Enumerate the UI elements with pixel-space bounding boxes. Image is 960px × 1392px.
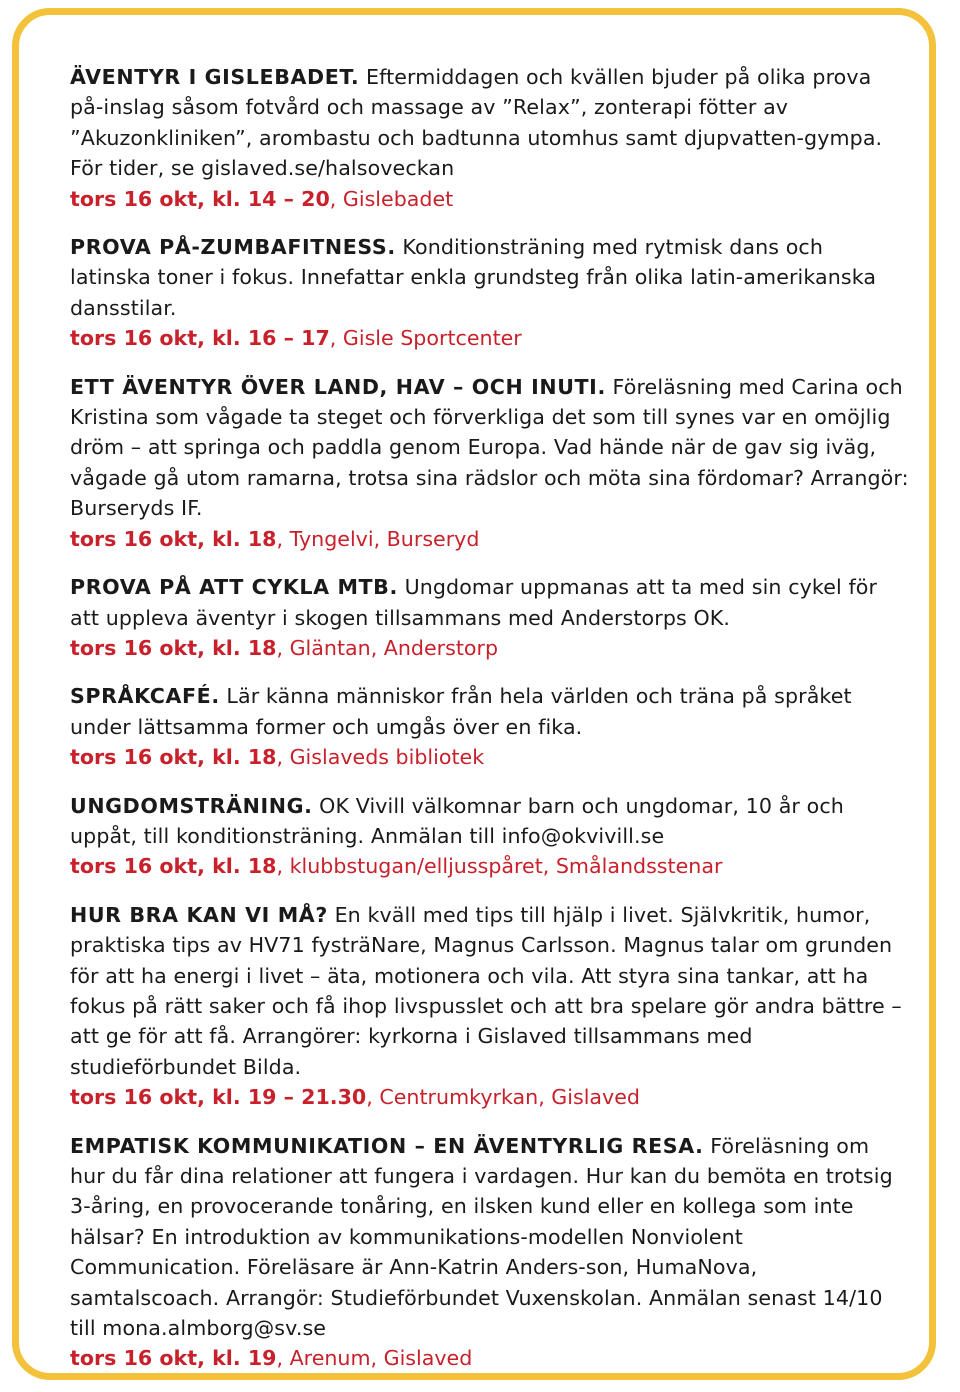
event-heading: UNGDOMSTRÄNING. xyxy=(70,793,313,818)
event-place: , Gläntan, Anderstorp xyxy=(276,635,499,660)
event-aventyr-gislebadet xyxy=(70,62,910,214)
event-description: Föreläsning med Carina och Kristina som vågade ta steget och förverkliga det som till synes var en omöjlig dröm – att springa och paddla genom Europa. Vad hände när de gav sig iväg, vågade gå utom ramarna, trotsa sina rädslor och möta sina fördomar? Arrangör: Burseryds IF. xyxy=(70,374,909,521)
event-date: tors 16 okt, kl. 18 xyxy=(70,526,277,551)
event-description: Föreläsning om hur du får dina relationer att fungera i vardagen. Hur kan du bemöta en trotsig 3-åring, en provocerande tonåring, en ilsken kund eller en kollega som inte hälsar? En introduktion av kommunikations-modellen Nonviolent Communication. Föreläsare är Ann-Katrin Anders-son, HumaNova, samtalscoach. Arrangör: Studieförbundet Vuxenskolan. Anmälan senast 14/10 till mona.almborg@sv.se xyxy=(70,1133,893,1341)
event-aventyr-land-hav xyxy=(70,372,910,554)
event-date: tors 16 okt, kl. 14 – 20 xyxy=(70,186,330,211)
event-date: tors 16 okt, kl. 19 xyxy=(70,1346,277,1371)
event-date: tors 16 okt, kl. 16 – 17 xyxy=(70,326,330,351)
event-date: tors 16 okt, kl. 18 xyxy=(70,745,277,770)
event-heading: EMPATISK KOMMUNIKATION – EN ÄVENTYRLIG RESA. xyxy=(70,1133,704,1158)
event-place: , Centrumkyrkan, Gislaved xyxy=(366,1085,640,1110)
event-description: OK Vivill välkomnar barn och ungdomar, 10 år och uppåt, till konditionsträning. Anmälan till info@okvivill.se xyxy=(70,793,844,848)
event-heading: HUR BRA KAN VI MÅ? xyxy=(70,902,328,927)
event-place: , Arenum, Gislaved xyxy=(276,1346,473,1371)
event-description: Ungdomar uppmanas att ta med sin cykel för att uppleva äventyr i skogen tillsammans med Anderstorps OK. xyxy=(70,575,878,630)
event-heading: SPRÅKCAFÉ. xyxy=(70,684,220,709)
event-sprakcafe xyxy=(70,681,910,772)
event-hur-bra-kan-vi-ma xyxy=(70,900,910,1113)
event-place: , Gisle Sportcenter xyxy=(329,326,522,351)
event-date: tors 16 okt, kl. 18 xyxy=(70,854,277,879)
event-list xyxy=(70,62,910,1392)
event-heading: ÄVENTYR I GISLEBADET. xyxy=(70,65,360,89)
event-date: tors 16 okt, kl. 19 – 21.30 xyxy=(70,1085,367,1110)
event-heading: PROVA PÅ-ZUMBAFITNESS. xyxy=(70,235,396,260)
event-place: , Gislebadet xyxy=(329,186,454,211)
event-zumbafitness xyxy=(70,232,910,354)
event-date: tors 16 okt, kl. 18 xyxy=(70,635,277,660)
event-heading: ETT ÄVENTYR ÖVER LAND, HAV – OCH INUTI. xyxy=(70,374,606,399)
event-description: Lär känna människor från hela världen och träna på språket under lättsamma former och umgås över en fika. xyxy=(70,684,852,739)
event-place: , Tyngelvi, Burseryd xyxy=(276,526,480,551)
event-heading: PROVA PÅ ATT CYKLA MTB. xyxy=(70,575,398,600)
event-description: Eftermiddagen och kvällen bjuder på olika prova på-inslag såsom fotvård och massage av ”Relax”, zonterapi fötter av ”Akuzonkliniken”, arombastu och badtunna utomhus samt djupvatten-gympa. För tider, se gislaved.se/halsoveckan xyxy=(70,65,883,181)
event-description: En kväll med tips till hjälp i livet. Självkritik, humor, praktiska tips av HV71 fysträNare, Magnus Carlsson. Magnus talar om grunden för att ha energi i livet – äta, motionera och vila. Att styra sina tankar, att ha fokus på rätt saker och få ihop livspusslet och att bra spelare gör andra bättre – att ge för att få. Arrangörer: kyrkorna i Gislaved tillsammans med studieförbundet Bilda. xyxy=(70,902,902,1079)
event-empatisk-kommunikation xyxy=(70,1131,910,1374)
event-place: , klubbstugan/elljusspåret, Smålandsstenar xyxy=(276,854,723,879)
event-place: , Gislaveds bibliotek xyxy=(276,745,485,770)
event-description: Konditionsträning med rytmisk dans och latinska toner i fokus. Innefattar enkla grundsteg från olika latin-amerikanska dansstilar. xyxy=(70,235,877,320)
event-ungdomstraning xyxy=(70,791,910,882)
event-cykla-mtb xyxy=(70,572,910,663)
